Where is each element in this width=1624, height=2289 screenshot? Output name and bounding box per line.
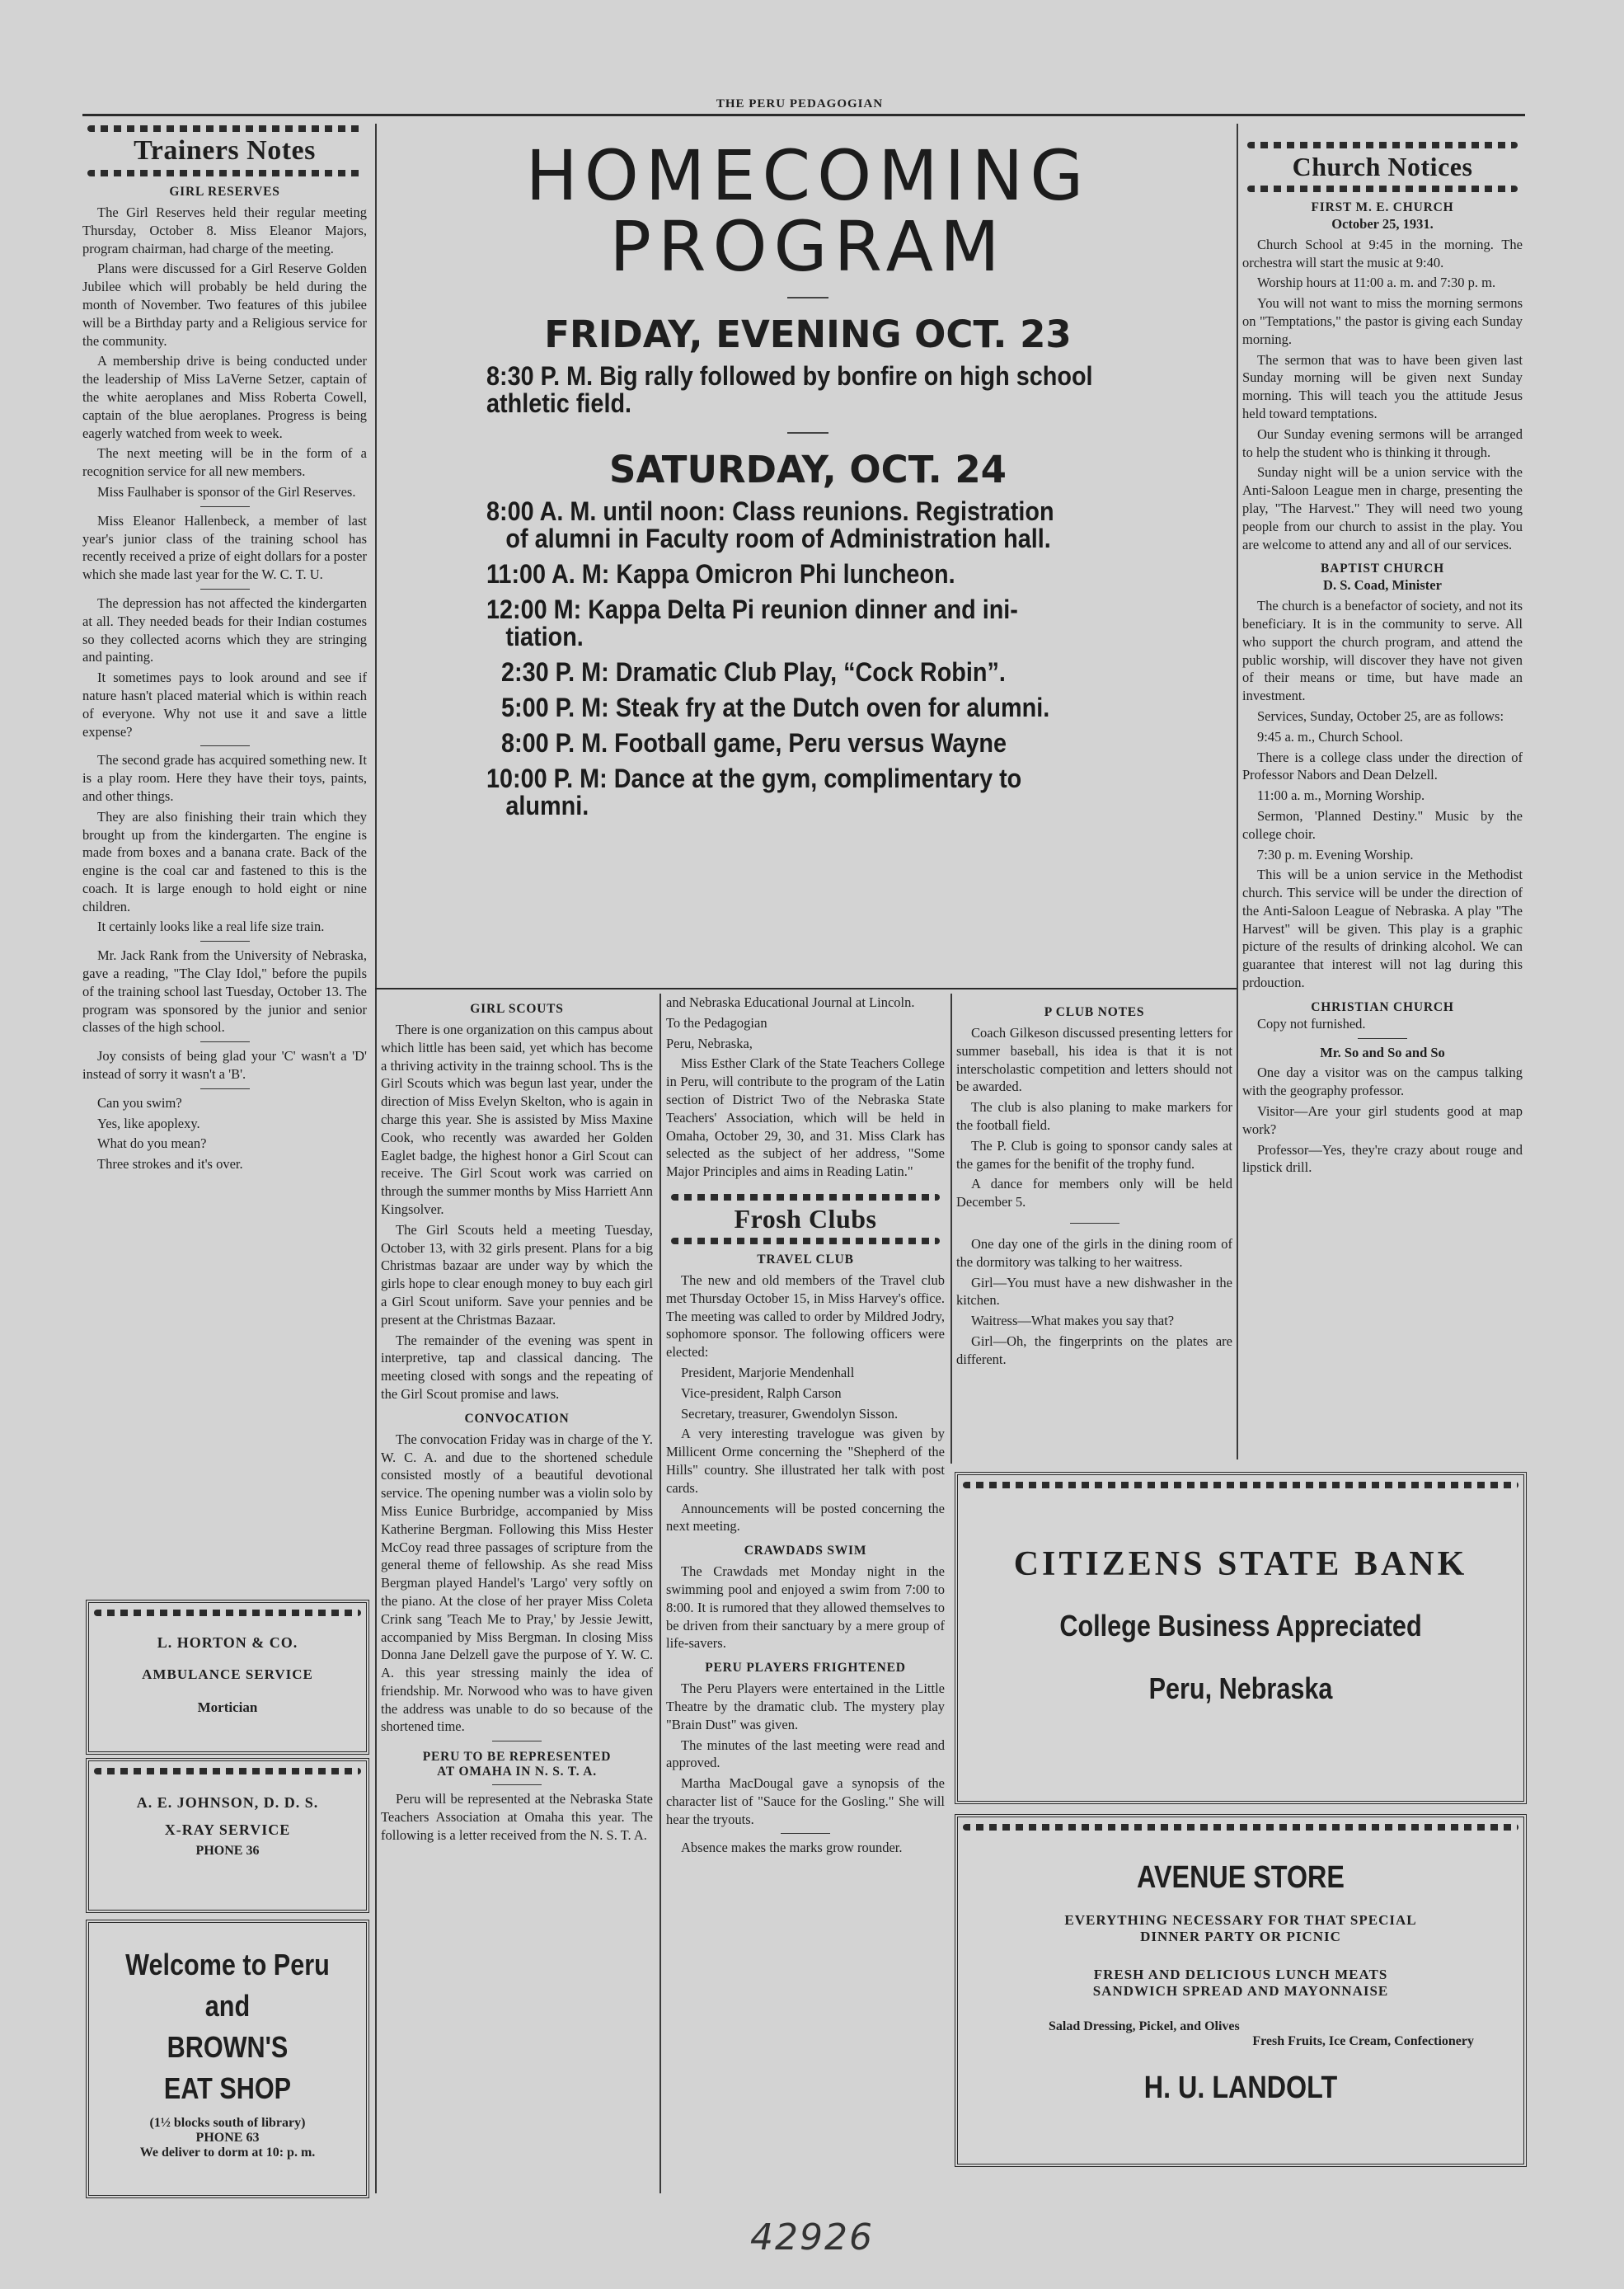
event-text: 10:00 P. M: Dance at the gym, complimentary to <box>486 764 1022 793</box>
brown-delivery: We deliver to dorm at 10: p. m. <box>139 2146 316 2160</box>
paragraph: The club is also planing to make markers for the football field. <box>956 1099 1232 1133</box>
program-bottom-rule <box>375 988 1237 989</box>
girl-scouts-column <box>381 994 653 2197</box>
paragraph: Church School at 9:45 in the morning. The orchestra will start the music at 9:40. <box>1242 236 1523 270</box>
saturday-event-dinner <box>486 596 1129 651</box>
paragraph: Announcements will be posted concerning the next meeting. <box>666 1500 945 1535</box>
p-club-column <box>956 994 1232 1464</box>
paragraph: The second grade has acquired something new. It is a play room. Here they have their toys, paints, and other things. <box>82 752 367 804</box>
paragraph: A dance for members only will be held December 5. <box>956 1176 1232 1210</box>
store-line: SANDWICH SPREAD AND MAYONNAISE <box>1092 1983 1389 1999</box>
paragraph: The new and old members of the Travel club met Thursday October 15, in Miss Harvey's office. The meeting was called to order by Mildred Jodry, sophomore sponsor. The following officers were elected: <box>666 1271 945 1361</box>
paragraph: The Girl Reserves held their regular meeting Thursday, October 8. Miss Eleanor Majors, program chairman, had charge of the meeting. <box>82 204 367 256</box>
divider <box>492 1784 542 1785</box>
johnson-ad <box>86 1758 369 1913</box>
paragraph: One day one of the girls in the dining room of the dormitory was talking to her waitress. <box>956 1235 1232 1270</box>
avenue-store-ad <box>955 1814 1527 2167</box>
paragraph: Sunday night will be a union service with the Anti-Saloon League men in charge, presenting the play, "The Harvest." They will need two young people from our church to assist in the play. You are welcome to attend any and all of our services. <box>1242 464 1523 552</box>
girl-reserves-heading: GIRL RESERVES <box>169 185 280 199</box>
event-text-cont: alumni. <box>505 791 589 820</box>
paragraph: Martha MacDougal gave a synopsis of the character list of "Sauce for the Gosling." She will hear the tryouts. <box>666 1775 945 1827</box>
paragraph: Worship hours at 11:00 a. m. and 7:30 p. m. <box>1257 275 1496 291</box>
ornament-rule <box>87 125 362 132</box>
column-rule-2 <box>659 994 661 2193</box>
paragraph: A very interesting travelogue was given by Millicent Orme concerning the "Shepherd of the Hills" country. She illustrated her talk with post cards. <box>666 1426 945 1496</box>
paragraph: It sometimes pays to look around and see if nature hasn't placed material which is within reach of everyone. Why not use it and save a little expense? <box>82 670 367 740</box>
store-line: Salad Dressing, Pickel, and Olives <box>1049 2019 1240 2033</box>
paragraph: The depression has not affected the kindergarten at all. They needed beads for their Indian costumes so they collected acorns which they are stringing and painting. <box>82 595 367 665</box>
paragraph: The convocation Friday was in charge of the Y. W. C. A. and due to the shortened schedule consisted mostly of a beautiful devotional service. The opening number was a violin solo by Miss Eunice Burbridge, accompanied by Miss Katherine Bergman. Following this Miss Hester McCoy read three passages of scripture from the general theme of fellowship. As she read Miss Bergman played Handel's 'Largo' very softly on the piano. At the close of her prayer Miss Coleta Crink sang 'Teach Me to Pray,' by Jessie Jewitt, accompanied by Miss Bergman. In closing Miss Donna Jane Delzell gave the purpose of Y. W. C. A. this year stressing mainly the idea of friendship. Mr. Norwood who was to have given the address was unable to do so because of the shortened time. <box>381 1431 653 1735</box>
saturday-event-play: 2:30 P. M: Dramatic Club Play, “Cock Robin”. <box>501 657 1006 687</box>
saturday-event-luncheon: 11:00 A. M: Kappa Omicron Phi luncheon. <box>486 559 955 589</box>
paragraph: The Crawdads met Monday night in the swimming pool and enjoyed a swim from 7:00 to 8:00. It is rumored that they allowed themselves to be driven from their sanctuary by a mere group of life-savers. <box>666 1563 945 1652</box>
horton-ad <box>86 1600 369 1755</box>
heading-line: AT OMAHA IN N. S. T. A. <box>437 1765 597 1779</box>
program-title-line1: HOMECOMING <box>525 135 1091 216</box>
brown-phone: PHONE 63 <box>195 2131 260 2145</box>
frosh-clubs-header <box>666 1194 945 1244</box>
event-text: 8:00 A. M. until noon: Class reunions. Registration <box>486 496 1054 526</box>
paragraph: Mr. Jack Rank from the University of Nebraska, gave a reading, "The Clay Idol," before the pupils of the training school last Tuesday, October 13. The program was sponsored by the junior and senior classes of the high school. <box>82 947 367 1036</box>
column-rule-1 <box>375 124 377 2193</box>
handwritten-page-number: 42926 <box>750 2216 874 2258</box>
paragraph: Coach Gilkeson discussed presenting letters for summer baseball, his idea is that it is not interscholastic competition and letters should not be awarded. <box>956 1025 1232 1095</box>
joke-heading: Mr. So and So and So <box>1320 1044 1445 1060</box>
divider <box>1358 1038 1407 1039</box>
ornament-rule <box>87 170 362 176</box>
ornament-rule <box>671 1194 940 1201</box>
brown-location: (1½ blocks south of library) <box>149 2116 306 2130</box>
church-date: October 25, 1931. <box>1331 216 1434 232</box>
paragraph: Miss Faulhaber is sponsor of the Girl Reserves. <box>97 483 356 500</box>
johnson-phone: PHONE 36 <box>195 1844 260 1858</box>
paragraph: Miss Eleanor Hallenbeck, a member of last year's junior class of the training school has recently received a prize of eight dollars for a poster which she made last year for the W. C. T. U. <box>82 512 367 583</box>
travel-club-heading: TRAVEL CLUB <box>757 1252 854 1267</box>
p-club-heading: P CLUB NOTES <box>1044 1005 1145 1019</box>
column-rule-4 <box>1237 124 1238 1459</box>
paragraph: The P. Club is going to sponsor candy sales at the games for the benifit of the trophy fund. <box>956 1137 1232 1172</box>
paragraph: A membership drive is being conducted under the leadership of Miss LaVerne Setzer, captain of the white aeroplanes and Miss Roberta Cowell, captain of the blue aeroplanes. Progress is being eagerly watched from week to week. <box>82 353 367 441</box>
store-line: DINNER PARTY OR PICNIC <box>1140 1929 1341 1944</box>
citizens-state-bank-ad <box>955 1472 1527 1804</box>
paragraph: Girl—Oh, the fingerprints on the plates are different. <box>956 1333 1232 1367</box>
trainers-notes-title: Trainers Notes <box>134 135 316 166</box>
column-rule-3 <box>950 994 952 1464</box>
friday-event: 8:30 P. M. Big rally followed by bonfire on high school athletic field. <box>486 361 1093 418</box>
church-notices-column <box>1242 140 1523 1459</box>
paragraph: The minutes of the last meeting were read and approved. <box>666 1737 945 1771</box>
paragraph: Visitor—Are your girl students good at map work? <box>1242 1103 1523 1137</box>
event-text: 12:00 M: Kappa Delta Pi reunion dinner and ini- <box>486 595 1018 624</box>
paragraph: Our Sunday evening sermons will be arranged to help the student who is thinking it through. <box>1242 425 1523 460</box>
store-owner: H. U. LANDOLT <box>1143 2070 1338 2105</box>
divider <box>1070 1223 1119 1224</box>
johnson-name: A. E. JOHNSON, D. D. S. <box>136 1794 319 1811</box>
paragraph: There is one organization on this campus about which little has been said, yet which has become a thriving activity in the trainng school. Ths is the Girl Scouts which was begun last year, under the direction of Miss Evelyn Skelton, who is again in charge this year. She is assisted by Miss Maxine Cook, who recently was awarded her Golden Eaglet badge, the highest honor a Girl Scout can receive. The Girl Scout work was carried on through the summer months by Miss Harriett Ann Kingsolver. <box>381 1022 653 1217</box>
store-line: FRESH AND DELICIOUS LUNCH MEATS <box>1093 1967 1388 1982</box>
divider <box>781 1833 830 1834</box>
paragraph: Copy not furnished. <box>1257 1015 1366 1032</box>
officer-line: President, Marjorie Mendenhall <box>681 1364 855 1380</box>
brown-name: BROWN'S <box>167 2030 289 2064</box>
peru-players-heading: PERU PLAYERS FRIGHTENED <box>705 1661 906 1676</box>
heading-line: PERU TO BE REPRESENTED <box>422 1750 612 1765</box>
saturday-event-football: 8:00 P. M. Football game, Peru versus Wayne <box>501 728 1007 758</box>
paragraph: Waitress—What makes you say that? <box>971 1313 1175 1329</box>
christian-church-heading: CHRISTIAN CHURCH <box>1311 999 1454 1014</box>
paragraph: They are also finishing their train which they brought up from the kindergarten. The engine is made from boxes and a banana crate. Back of the engine is the coal car and fastened to this is the coach. It is large enough to hold eight or nine children. <box>82 808 367 914</box>
divider <box>200 1041 250 1042</box>
paragraph: Joy consists of being glad your 'C' wasn't a 'D' instead of sorry it wasn't a 'B'. <box>82 1048 367 1083</box>
paragraph: The Girl Scouts held a meeting Tuesday, October 13, with 32 girls present. Plans for a big Christmas bazaar are under way by which the girls hope to clear enough money to buy each girl a Girl Scout uniform. Save your pennies and be present at the Christmas Bazaar. <box>381 1221 653 1328</box>
bank-tagline: College Business Appreciated <box>1059 1609 1422 1643</box>
brown-and: and <box>204 1989 251 2023</box>
frosh-clubs-title: Frosh Clubs <box>734 1203 877 1234</box>
paragraph: Absence makes the marks grow rounder. <box>681 1840 903 1856</box>
ornament-rule <box>1247 186 1518 192</box>
saturday-event-dance <box>486 765 1129 820</box>
ornament-rule <box>94 1610 361 1616</box>
joke-line: Yes, like apoplexy. <box>97 1115 200 1131</box>
paragraph: The remainder of the evening was spent in interpretive, tap and classical dancing. The meeting closed with songs and the repeating of the Girl Scout promise and laws. <box>381 1332 653 1402</box>
trainers-notes-header <box>82 125 367 176</box>
paragraph: Services, Sunday, October 25, are as follows: <box>1257 707 1504 724</box>
paragraph: The church is a benefactor of society, and not its beneficiary. It is in the community to serve. All who support the church program, and attend the public worship, will discover they have not given of their means or time, but have made an investment. <box>1242 598 1523 704</box>
event-text-cont: of alumni in Faculty room of Administration hall. <box>505 524 1051 553</box>
baptist-church-heading: BAPTIST CHURCH <box>1320 562 1444 576</box>
paragraph: The Peru Players were entertained in the Little Theatre by the dramatic club. The mystery play "Brain Dust" was given. <box>666 1680 945 1732</box>
paragraph: One day a visitor was on the campus talking with the geography professor. <box>1242 1065 1523 1099</box>
divider <box>200 941 250 942</box>
divider <box>200 506 250 507</box>
divider <box>787 297 828 298</box>
paragraph: Plans were discussed for a Girl Reserve Golden Jubilee which will probably be held during the month of November. Two features of this jubilee will be a Birthday party and a Religious service for the community. <box>82 261 367 349</box>
paragraph: It certainly looks like a real life size train. <box>97 919 325 935</box>
friday-heading: FRIDAY, EVENING OCT. 23 <box>544 313 1072 356</box>
horton-service: AMBULANCE SERVICE <box>142 1666 313 1682</box>
joke-line: Can you swim? <box>97 1094 182 1111</box>
first-me-church-heading: FIRST M. E. CHURCH <box>1311 200 1454 214</box>
joke-line: Three strokes and it's over. <box>97 1156 243 1173</box>
frosh-clubs-column <box>666 994 945 2197</box>
ornament-rule <box>94 1768 361 1774</box>
store-line: EVERYTHING NECESSARY FOR THAT SPECIAL <box>1064 1912 1417 1928</box>
ornament-rule <box>963 1482 1518 1488</box>
store-name: AVENUE STORE <box>1137 1860 1345 1895</box>
johnson-service: X-RAY SERVICE <box>164 1821 291 1838</box>
paragraph: To the Pedagogian <box>666 1014 767 1031</box>
saturday-heading: SATURDAY, OCT. 24 <box>609 448 1007 491</box>
homecoming-program <box>486 135 1129 828</box>
saturday-event-reunions <box>486 498 1129 552</box>
trainers-notes-column <box>82 124 367 1600</box>
ornament-rule <box>671 1238 940 1244</box>
peru-represented-heading <box>381 1750 653 1779</box>
brown-shop: EAT SHOP <box>163 2071 292 2105</box>
paragraph: Peru, Nebraska, <box>666 1035 753 1051</box>
paragraph: You will not want to miss the morning sermons on "Temptations," the pastor is giving each Sunday morning. <box>1242 295 1523 347</box>
masthead-rule <box>82 114 1525 116</box>
event-text-cont: tiation. <box>505 622 584 651</box>
paragraph: There is a college class under the direction of Professor Nabors and Dean Delzell. <box>1242 749 1523 783</box>
convocation-heading: CONVOCATION <box>464 1411 570 1426</box>
paragraph: The sermon that was to have been given last Sunday morning will be given next Sunday morning. This will teach you the attitude Jesus held toward temptations. <box>1242 351 1523 421</box>
church-notices-title: Church Notices <box>1292 152 1473 181</box>
program-title-line2: PROGRAM <box>609 206 1007 287</box>
paragraph: Miss Esther Clark of the State Teachers College in Peru, will contribute to the program of the Latin section of District Two of the Nebraska State Teachers' Association, which will be held in Omaha, October 29, 30, and 31. Miss Clark has selected as the subject of her address, "Some Major Principles and aims in Reading Latin." <box>666 1055 945 1180</box>
bank-name: CITIZENS STATE BANK <box>1013 1545 1468 1583</box>
crawdads-heading: CRAWDADS SWIM <box>744 1544 867 1558</box>
paragraph: Professor—Yes, they're crazy about rouge and lipstick drill. <box>1242 1141 1523 1176</box>
masthead: THE PERU PEDAGOGIAN <box>716 97 884 110</box>
joke-line: What do you mean? <box>97 1135 207 1152</box>
paragraph: and Nebraska Educational Journal at Lincoln. <box>666 994 915 1010</box>
paragraph: The next meeting will be in the form of a recognition service for all new members. <box>82 445 367 480</box>
baptist-minister: D. S. Coad, Minister <box>1323 577 1442 594</box>
horton-mortician: Mortician <box>197 1699 258 1715</box>
officer-line: Vice-president, Ralph Carson <box>681 1384 842 1401</box>
paragraph: 9:45 a. m., Church School. <box>1257 728 1403 745</box>
girl-scouts-heading: GIRL SCOUTS <box>470 1002 564 1016</box>
paragraph: Peru will be represented at the Nebraska State Teachers Association at Omaha this year. The following is a letter received from the N. S. T. A. <box>381 1791 653 1843</box>
divider <box>200 1088 250 1089</box>
paragraph: This will be a union service in the Methodist church. This service will be under the direction of the Anti-Saloon League of Nebraska. A play "The Harvest" will be given. This play is a graphic picture of the results of drinking alcohol. We can guarantee that interest will not lag during this prdouction. <box>1242 867 1523 991</box>
church-notices-header <box>1242 142 1523 192</box>
ornament-rule <box>963 1824 1518 1831</box>
bank-location: Peru, Nebraska <box>1148 1671 1333 1705</box>
divider <box>787 432 828 434</box>
divider <box>200 589 250 590</box>
brown-welcome: Welcome to Peru <box>125 1948 330 1981</box>
divider <box>200 745 250 746</box>
store-line: Fresh Fruits, Ice Cream, Confectionery <box>1252 2034 1474 2048</box>
paragraph: 7:30 p. m. Evening Worship. <box>1257 846 1414 862</box>
ornament-rule <box>1247 142 1518 148</box>
horton-name: L. HORTON & CO. <box>157 1634 298 1651</box>
paragraph: 11:00 a. m., Morning Worship. <box>1257 787 1425 804</box>
browns-eat-shop-ad <box>86 1920 369 2198</box>
paragraph: Girl—You must have a new dishwasher in the kitchen. <box>956 1274 1232 1309</box>
saturday-event-steak-fry: 5:00 P. M: Steak fry at the Dutch oven for alumni. <box>501 693 1050 722</box>
paragraph: Sermon, 'Planned Destiny." Music by the college choir. <box>1242 807 1523 842</box>
officer-line: Secretary, treasurer, Gwendolyn Sisson. <box>681 1405 899 1422</box>
